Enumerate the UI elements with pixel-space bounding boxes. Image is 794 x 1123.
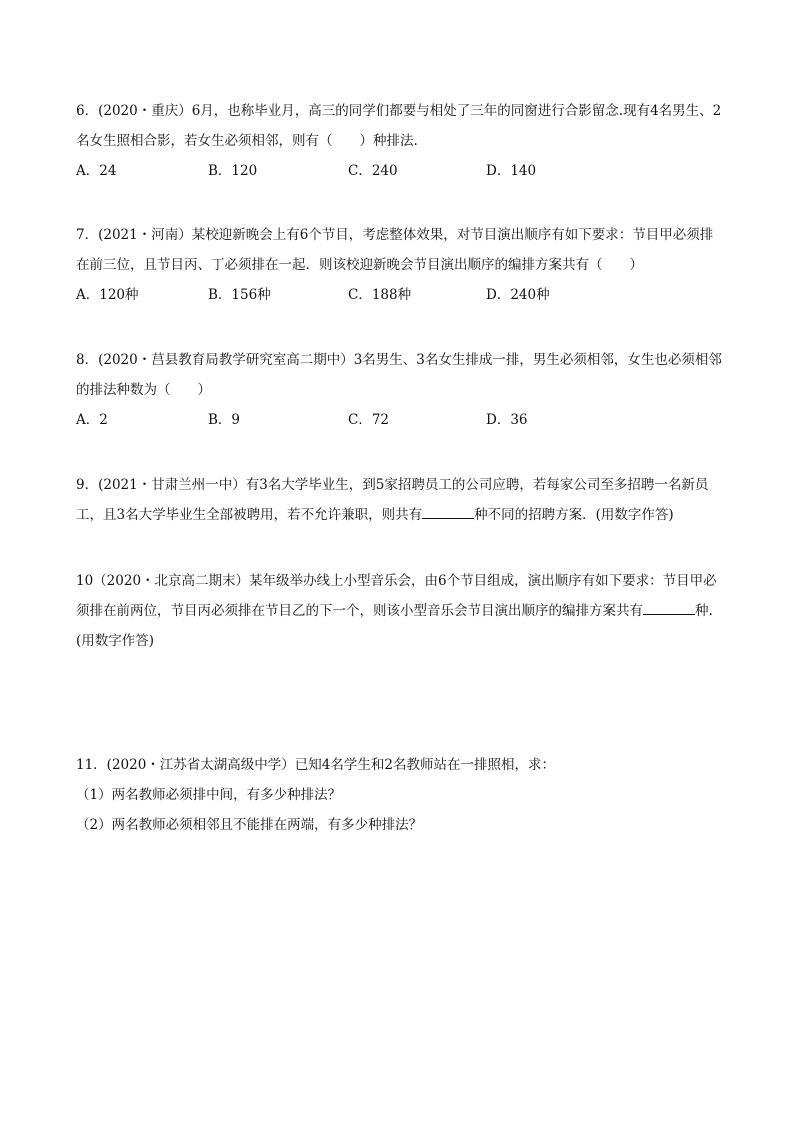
question-8-options: [76, 405, 726, 435]
question-7-stem: 7．(2021・河南）某校迎新晚会上有6个节目，考虑整体效果，对节目演出顺序有如下要求：节目甲必须排在前三位，且节目丙、丁必须排在一起．则该校迎新晚会节目演出顺序的编排方案共有（ ）: [76, 227, 714, 273]
option-d: D．240种: [486, 287, 550, 303]
question-9-text-a: 9．(2021・甘肃兰州一中）有3名大学毕业生，到5家招聘员工的公司应聘，若每家公司至多招聘一名新员工，且3名大学毕业生全部被聘用，若不允许兼职，则共有: [76, 477, 709, 523]
answer-blank: [422, 504, 474, 519]
question-10: [76, 566, 726, 656]
option-b: B．9: [208, 412, 241, 428]
question-10-text-a: 10（2020・北京高二期末）某年级举办线上小型音乐会，由6个节目组成，演出顺序有如下要求：节目甲必须排在前两位，节目丙必须排在节目乙的下一个，则该小型音乐会节目演出顺序的编排方案共有: [76, 573, 717, 619]
question-10-text-b: 种.(用数字作答): [76, 603, 713, 649]
question-8-stem: 8．(2020・莒县教育局教学研究室高二期中）3名男生、3名女生排成一排，男生必须相邻，女生也必须相邻的排法种数为（ ）: [76, 352, 722, 398]
option-b: B．120: [208, 163, 258, 179]
option-c: C．72: [348, 412, 390, 428]
question-11-stem: 11．(2020・江苏省太湖高级中学）已知4名学生和2名教师站在一排照相，求：: [76, 757, 555, 773]
option-b: B．156种: [208, 287, 271, 303]
option-a: A．24: [76, 163, 117, 179]
question-9-text-b: 种不同的招聘方案．(用数字作答): [474, 507, 674, 523]
option-d: D．140: [486, 163, 537, 179]
option-c: C．240: [348, 163, 398, 179]
question-9: [76, 470, 726, 530]
question-7: [76, 220, 726, 310]
question-7-options: [76, 280, 726, 310]
question-11-part-2: （2）两名教师必须相邻且不能排在两端，有多少种排法？: [76, 817, 423, 833]
question-6-stem: 6．(2020・重庆）6月，也称毕业月，高三的同学们都要与相处了三年的同窗进行合影留念.现有4名男生、2名女生照相合影，若女生必须相邻，则有（ ）种排法.: [76, 103, 722, 149]
question-8: [76, 345, 726, 435]
question-11: [76, 750, 726, 840]
option-a: A．2: [76, 412, 108, 428]
question-9-stem: [76, 470, 726, 530]
option-c: C．188种: [348, 287, 412, 303]
answer-blank: [643, 600, 695, 615]
option-d: D．36: [486, 412, 528, 428]
question-6: [76, 96, 726, 186]
question-10-stem: [76, 566, 726, 656]
option-a: A．120种: [76, 287, 139, 303]
question-11-part-1: （1）两名教师必须排中间，有多少种排法？: [76, 787, 342, 803]
question-6-options: [76, 156, 726, 186]
